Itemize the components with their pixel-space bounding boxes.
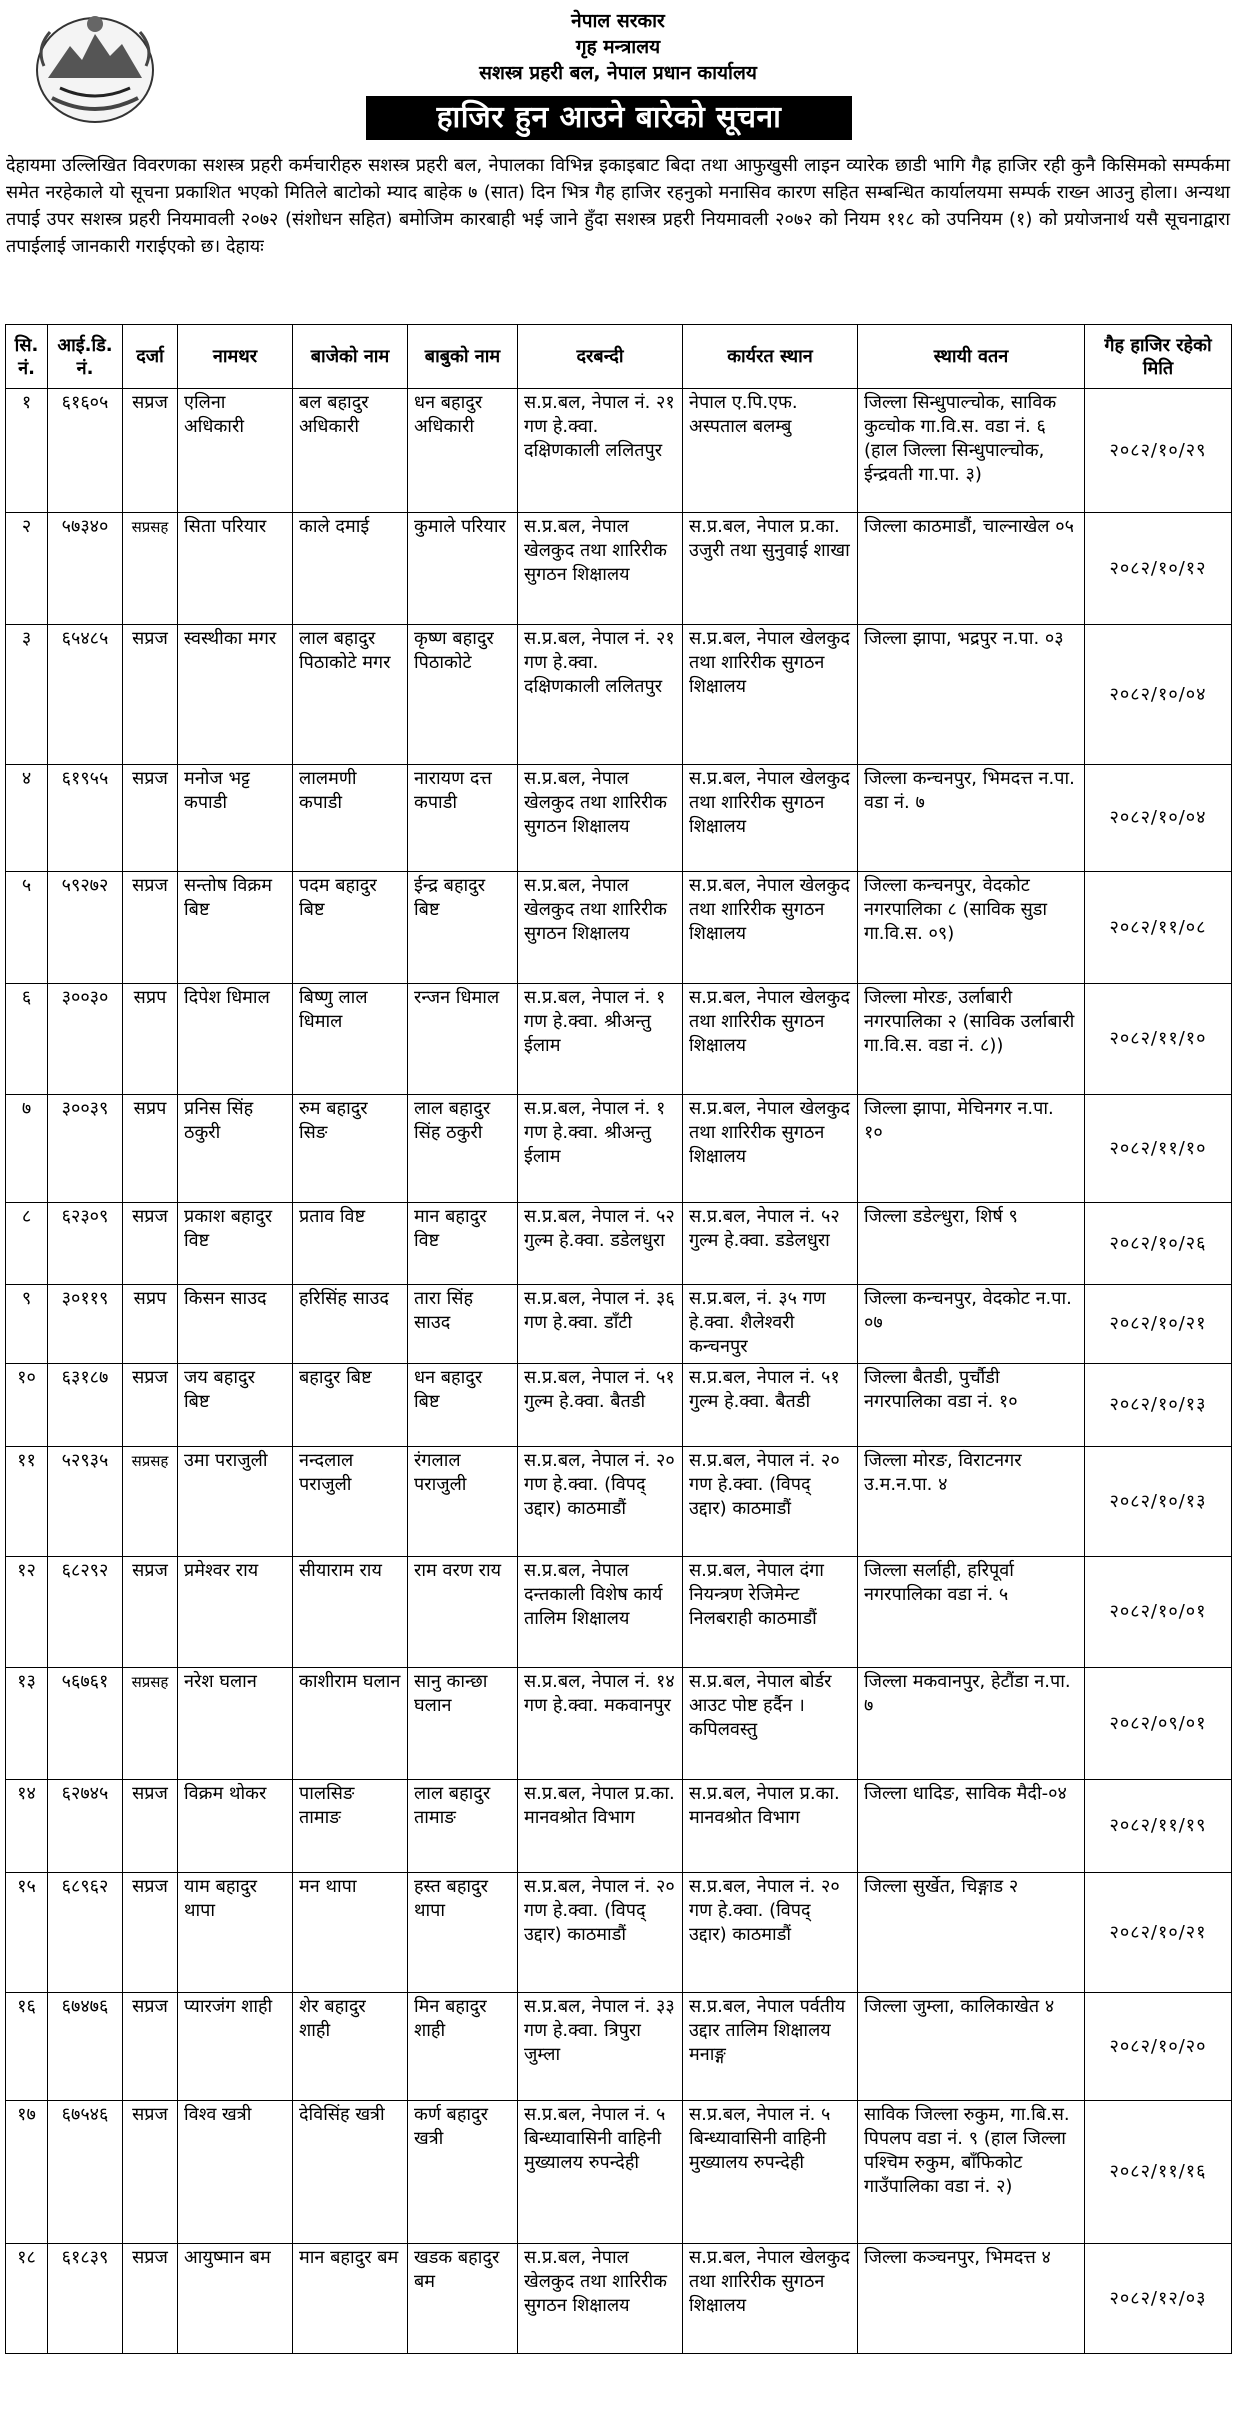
cell-post: स.प्र.बल, नेपाल नं. ५ बिन्ध्यावासिनी वाहिनी मुख्यालय रुपन्देही [518,2101,683,2244]
column-header: आई.डि. नं. [48,325,123,389]
cell-workplace: स.प्र.बल, नेपाल खेलकुद तथा शारिरीक सुगठन शिक्षालय [683,872,858,984]
cell-rank: सप्रज [123,2244,178,2354]
cell-workplace: स.प्र.बल, नेपाल खेलकुद तथा शारिरीक सुगठन शिक्षालय [683,1095,858,1203]
cell-date: २०८२/१०/२० [1085,1993,1232,2101]
cell-name: मनोज भट्ट कपाडी [178,765,293,872]
cell-name: उमा पराजुली [178,1447,293,1557]
cell-sn: ३ [6,625,48,765]
cell-name: किसन साउद [178,1285,293,1364]
cell-id: ६१९५५ [48,765,123,872]
cell-grandfather: देविसिंह खत्री [293,2101,408,2244]
cell-father: धन बहादुर बिष्ट [408,1364,518,1447]
cell-grandfather: बहादुर बिष्ट [293,1364,408,1447]
cell-workplace: स.प्र.बल, नेपाल प्र.का. उजुरी तथा सुनुवाई शाखा [683,513,858,625]
cell-grandfather: काशीराम घलान [293,1668,408,1780]
cell-workplace: स.प्र.बल, नेपाल नं. ५१ गुल्म हे.क्वा. बैतडी [683,1364,858,1447]
cell-id: ५२९३५ [48,1447,123,1557]
cell-name: नरेश घलान [178,1668,293,1780]
table-row [6,1447,1232,1557]
cell-id: ५६७६१ [48,1668,123,1780]
cell-post: स.प्र.बल, नेपाल नं. २१ गण हे.क्वा. दक्षिणकाली ललितपुर [518,389,683,513]
cell-workplace: स.प्र.बल, नेपाल बोर्डर आउट पोष्ट हर्दैन । कपिलवस्तु [683,1668,858,1780]
cell-workplace: स.प्र.बल, नेपाल नं. ५२ गुल्म हे.क्वा. डडेलधुरा [683,1203,858,1285]
cell-address: जिल्ला झापा, भद्रपुर न.पा. ०३ [858,625,1085,765]
cell-address: जिल्ला कन्चनपुर, वेदकोट न.पा. ०७ [858,1285,1085,1364]
cell-address: जिल्ला कन्चनपुर, भिमदत्त न.पा. वडा नं. ७ [858,765,1085,872]
table-row [6,1285,1232,1364]
cell-id: ६१६०५ [48,389,123,513]
table-row [6,1873,1232,1993]
table-row [6,2244,1232,2354]
cell-name: प्रमेश्वर राय [178,1557,293,1668]
document-header [0,0,1236,140]
cell-address: जिल्ला सिन्धुपाल्चोक, साविक कुव्चोक गा.वि.स. वडा नं. ६ (हाल जिल्ला सिन्धुपाल्चोक, ईन्द्रवती गा.पा. ३) [858,389,1085,513]
cell-rank: सप्रप [123,984,178,1095]
cell-grandfather: नन्दलाल पराजुली [293,1447,408,1557]
cell-address: जिल्ला काठमाडौं, चाल्नाखेल ०५ [858,513,1085,625]
cell-post: स.प्र.बल, नेपाल खेलकुद तथा शारिरीक सुगठन शिक्षालय [518,765,683,872]
cell-rank: सप्रज [123,872,178,984]
cell-address: जिल्ला कन्चनपुर, वेदकोट नगरपालिका ८ (साविक सुडा गा.वि.स. ०९) [858,872,1085,984]
cell-name: सन्तोष विक्रम बिष्ट [178,872,293,984]
cell-workplace: नेपाल ए.पि.एफ. अस्पताल बलम्बु [683,389,858,513]
cell-id: ३००३९ [48,1095,123,1203]
cell-date: २०८२/१०/१३ [1085,1447,1232,1557]
cell-workplace: स.प्र.बल, नेपाल नं. ५ बिन्ध्यावासिनी वाहिनी मुख्यालय रुपन्देही [683,2101,858,2244]
cell-post: स.प्र.बल, नेपाल नं. ५२ गुल्म हे.क्वा. डडेलधुरा [518,1203,683,1285]
cell-id: ५९२७२ [48,872,123,984]
cell-name: याम बहादुर थापा [178,1873,293,1993]
cell-rank: सप्रज [123,1993,178,2101]
cell-post: स.प्र.बल, नेपाल खेलकुद तथा शारिरीक सुगठन शिक्षालय [518,513,683,625]
cell-father: हस्त बहादुर थापा [408,1873,518,1993]
cell-father: ईन्द्र बहादुर बिष्ट [408,872,518,984]
table-row [6,513,1232,625]
cell-name: विश्व खत्री [178,2101,293,2244]
cell-post: स.प्र.बल, नेपाल नं. १ गण हे.क्वा. श्रीअन्तु ईलाम [518,1095,683,1203]
column-header: स्थायी वतन [858,325,1085,389]
cell-rank: सप्रज [123,1203,178,1285]
table-row [6,389,1232,513]
cell-workplace: स.प्र.बल, नेपाल खेलकुद तथा शारिरीक सुगठन शिक्षालय [683,625,858,765]
cell-address: जिल्ला धादिङ, साविक मैदी-०४ [858,1780,1085,1873]
cell-id: ५७३४० [48,513,123,625]
cell-date: २०८२/०९/०१ [1085,1668,1232,1780]
table-row [6,2101,1232,2244]
header-government: नेपाल सरकार [571,10,665,32]
cell-grandfather: सीयाराम राय [293,1557,408,1668]
column-header: दरबन्दी [518,325,683,389]
cell-rank: सप्रज [123,1364,178,1447]
cell-date: २०८२/११/०८ [1085,872,1232,984]
cell-sn: १४ [6,1780,48,1873]
cell-id: ३०११९ [48,1285,123,1364]
cell-name: एलिना अधिकारी [178,389,293,513]
cell-address: साविक जिल्ला रुकुम, गा.बि.स. पिपलप वडा नं. ९ (हाल जिल्ला पश्चिम रुकुम, बाँफिकोट गाउँपालिका वडा नं. २) [858,2101,1085,2244]
notice-title: हाजिर हुन आउने बारेको सूचना [366,96,852,140]
cell-sn: १७ [6,2101,48,2244]
cell-rank: सप्रप [123,1285,178,1364]
cell-date: २०८२/१०/२९ [1085,389,1232,513]
cell-grandfather: हरिसिंह साउद [293,1285,408,1364]
cell-father: धन बहादुर अधिकारी [408,389,518,513]
cell-grandfather: काले दमाई [293,513,408,625]
cell-post: स.प्र.बल, नेपाल नं. १४ गण हे.क्वा. मकवानपुर [518,1668,683,1780]
cell-sn: १० [6,1364,48,1447]
cell-sn: ८ [6,1203,48,1285]
cell-grandfather: बिष्णु लाल धिमाल [293,984,408,1095]
cell-address: जिल्ला सर्लाही, हरिपूर्वा नगरपालिका वडा नं. ५ [858,1557,1085,1668]
cell-sn: ७ [6,1095,48,1203]
cell-date: २०८२/१०/०४ [1085,625,1232,765]
cell-father: मिन बहादुर शाही [408,1993,518,2101]
cell-name: प्रकाश बहादुर विष्ट [178,1203,293,1285]
cell-father: लाल बहादुर तामाङ [408,1780,518,1873]
cell-father: नारायण दत्त कपाडी [408,765,518,872]
cell-father: रंगलाल पराजुली [408,1447,518,1557]
cell-grandfather: शेर बहादुर शाही [293,1993,408,2101]
column-header: बाबुको नाम [408,325,518,389]
cell-rank: सप्रज [123,2101,178,2244]
cell-address: जिल्ला जुम्ला, कालिकाखेत ४ [858,1993,1085,2101]
cell-workplace: स.प्र.बल, नेपाल खेलकुद तथा शारिरीक सुगठन शिक्षालय [683,984,858,1095]
cell-name: प्रनिस सिंह ठकुरी [178,1095,293,1203]
cell-father: राम वरण राय [408,1557,518,1668]
cell-address: जिल्ला मकवानपुर, हेटौंडा न.पा. ७ [858,1668,1085,1780]
cell-id: ६५४८५ [48,625,123,765]
cell-post: स.प्र.बल, नेपाल नं. २० गण हे.क्वा. (विपद् उद्दार) काठमाडौं [518,1447,683,1557]
table-row [6,872,1232,984]
cell-rank: सप्रसह [123,513,178,625]
cell-date: २०८२/१०/०४ [1085,765,1232,872]
cell-address: जिल्ला मोरङ, उर्लाबारी नगरपालिका २ (साविक उर्लाबारी गा.वि.स. वडा नं. ८)) [858,984,1085,1095]
cell-grandfather: बल बहादुर अधिकारी [293,389,408,513]
cell-date: २०८२/१०/२१ [1085,1285,1232,1364]
cell-name: प्यारजंग शाही [178,1993,293,2101]
cell-workplace: स.प्र.बल, नेपाल पर्वतीय उद्दार तालिम शिक्षालय मनाङ्ग [683,1993,858,2101]
cell-sn: १२ [6,1557,48,1668]
header-lines [0,8,1236,86]
cell-post: स.प्र.बल, नेपाल नं. २० गण हे.क्वा. (विपद् उद्दार) काठमाडौं [518,1873,683,1993]
cell-id: ६२७४५ [48,1780,123,1873]
header-ministry: गृह मन्त्रालय [575,36,661,58]
cell-rank: सप्रज [123,1873,178,1993]
cell-id: ६७४७६ [48,1993,123,2101]
cell-rank: सप्रज [123,389,178,513]
cell-grandfather: प्रताव विष्ट [293,1203,408,1285]
cell-workplace: स.प्र.बल, नेपाल प्र.का. मानवश्रोत विभाग [683,1780,858,1873]
cell-sn: १ [6,389,48,513]
cell-id: ६७५४६ [48,2101,123,2244]
cell-address: जिल्ला सुर्खेत, चिङ्गाड २ [858,1873,1085,1993]
cell-father: तारा सिंह साउद [408,1285,518,1364]
column-header: कार्यरत स्थान [683,325,858,389]
cell-grandfather: मन थापा [293,1873,408,1993]
cell-date: २०८२/१२/०३ [1085,2244,1232,2354]
cell-name: जय बहादुर बिष्ट [178,1364,293,1447]
table-row [6,1095,1232,1203]
cell-sn: ५ [6,872,48,984]
cell-name: विक्रम थोकर [178,1780,293,1873]
cell-date: २०८२/११/१९ [1085,1780,1232,1873]
cell-date: २०८२/११/१० [1085,984,1232,1095]
cell-name: दिपेश धिमाल [178,984,293,1095]
personnel-table [5,324,1232,2354]
cell-id: ६१८३९ [48,2244,123,2354]
cell-name: सिता परियार [178,513,293,625]
cell-father: रन्जन धिमाल [408,984,518,1095]
cell-father: खडक बहादुर बम [408,2244,518,2354]
column-header: सि. नं. [6,325,48,389]
cell-sn: ४ [6,765,48,872]
cell-post: स.प्र.बल, नेपाल नं. १ गण हे.क्वा. श्रीअन्तु ईलाम [518,984,683,1095]
cell-rank: सप्रज [123,765,178,872]
table-row [6,1668,1232,1780]
cell-rank: सप्रज [123,1557,178,1668]
cell-address: जिल्ला डडेल्धुरा, शिर्ष ९ [858,1203,1085,1285]
cell-date: २०८२/१०/०१ [1085,1557,1232,1668]
cell-grandfather: पालसिङ तामाङ [293,1780,408,1873]
cell-date: २०८२/१०/२६ [1085,1203,1232,1285]
cell-father: कर्ण बहादुर खत्री [408,2101,518,2244]
cell-sn: १५ [6,1873,48,1993]
table-row [6,984,1232,1095]
table-row [6,1364,1232,1447]
cell-father: सानु कान्छा घलान [408,1668,518,1780]
cell-grandfather: मान बहादुर बम [293,2244,408,2354]
cell-sn: २ [6,513,48,625]
cell-workplace: स.प्र.बल, नेपाल नं. २० गण हे.क्वा. (विपद् उद्दार) काठमाडौं [683,1873,858,1993]
cell-address: जिल्ला बैतडी, पुर्चौडी नगरपालिका वडा नं. १० [858,1364,1085,1447]
cell-name: आयुष्मान बम [178,2244,293,2354]
cell-rank: सप्रप [123,1095,178,1203]
cell-address: जिल्ला कञ्चनपुर, भिमदत्त ४ [858,2244,1085,2354]
cell-name: स्वस्थीका मगर [178,625,293,765]
cell-sn: १३ [6,1668,48,1780]
cell-date: २०८२/११/१६ [1085,2101,1232,2244]
cell-rank: सप्रज [123,625,178,765]
cell-id: ६२३०९ [48,1203,123,1285]
column-header: बाजेको नाम [293,325,408,389]
cell-date: २०८२/१०/२१ [1085,1873,1232,1993]
cell-workplace: स.प्र.बल, नं. ३५ गण हे.क्वा. शैलेश्वरी कन्चनपुर [683,1285,858,1364]
cell-address: जिल्ला झापा, मेचिनगर न.पा. १० [858,1095,1085,1203]
cell-grandfather: लाल बहादुर पिठाकोटे मगर [293,625,408,765]
cell-father: लाल बहादुर सिंह ठकुरी [408,1095,518,1203]
column-header: गैह हाजिर रहेको मिति [1085,325,1232,389]
cell-father: कृष्ण बहादुर पिठाकोटे [408,625,518,765]
cell-id: ६८९६२ [48,1873,123,1993]
cell-post: स.प्र.बल, नेपाल प्र.का. मानवश्रोत विभाग [518,1780,683,1873]
cell-id: ३००३० [48,984,123,1095]
cell-grandfather: पदम बहादुर बिष्ट [293,872,408,984]
cell-sn: ११ [6,1447,48,1557]
cell-id: ६३१८७ [48,1364,123,1447]
table-row [6,625,1232,765]
cell-date: २०८२/११/१० [1085,1095,1232,1203]
cell-sn: १६ [6,1993,48,2101]
cell-workplace: स.प्र.बल, नेपाल खेलकुद तथा शारिरीक सुगठन शिक्षालय [683,765,858,872]
cell-rank: सप्रसह [123,1668,178,1780]
intro-paragraph: देहायमा उल्लिखित विवरणका सशस्त्र प्रहरी कर्मचारीहरु सशस्त्र प्रहरी बल, नेपालका विभिन्न इकाइबाट बिदा तथा आफुखुसी लाइन व्यारेक छाडी भागि गैह्र हाजिर रही कुनै किसिमको सम्पर्कमा समेत नरहेकाले यो सूचना प्रकाशित भएको मितिले बाटोको म्याद बाहेक ७ (सात) दिन भित्र गैह हाजिर रहनुको मनासिव कारण सहित सम्बन्धित कार्यालयमा सम्पर्क राख्न आउनु होला। अन्यथा तपाई उपर सशस्त्र प्रहरी नियमावली २०७२ (संशोधन सहित) बमोजिम कारबाही भई जाने हुँदा सशस्त्र प्रहरी नियमावली २०७२ को नियम ११८ को उपनियम (१) को प्रयोजनार्थ यसै सूचनाद्वारा तपाईलाई जानकारी गराईएको छ। देहायः [6,155,1230,257]
cell-date: २०८२/१०/१३ [1085,1364,1232,1447]
cell-workplace: स.प्र.बल, नेपाल खेलकुद तथा शारिरीक सुगठन शिक्षालय [683,2244,858,2354]
cell-post: स.प्र.बल, नेपाल खेलकुद तथा शारिरीक सुगठन शिक्षालय [518,2244,683,2354]
cell-id: ६८२९२ [48,1557,123,1668]
cell-rank: सप्रसह [123,1447,178,1557]
cell-father: कुमाले परियार [408,513,518,625]
cell-sn: १८ [6,2244,48,2354]
table-row [6,765,1232,872]
cell-grandfather: रुम बहादुर सिङ [293,1095,408,1203]
cell-post: स.प्र.बल, नेपाल खेलकुद तथा शारिरीक सुगठन शिक्षालय [518,872,683,984]
cell-post: स.प्र.बल, नेपाल दन्तकाली विशेष कार्य तालिम शिक्षालय [518,1557,683,1668]
cell-post: स.प्र.बल, नेपाल नं. ३६ गण हे.क्वा. डाँटी [518,1285,683,1364]
cell-workplace: स.प्र.बल, नेपाल दंगा नियन्त्रण रेजिमेन्ट निलबराही काठमाडौं [683,1557,858,1668]
cell-post: स.प्र.बल, नेपाल नं. २१ गण हे.क्वा. दक्षिणकाली ललितपुर [518,625,683,765]
table-row [6,1780,1232,1873]
cell-father: मान बहादुर विष्ट [408,1203,518,1285]
column-header: दर्जा [123,325,178,389]
table-header-row [6,325,1232,389]
table-body [6,389,1232,2354]
cell-rank: सप्रज [123,1780,178,1873]
cell-address: जिल्ला मोरङ, विराटनगर उ.म.न.पा. ४ [858,1447,1085,1557]
cell-workplace: स.प्र.बल, नेपाल नं. २० गण हे.क्वा. (विपद् उद्दार) काठमाडौं [683,1447,858,1557]
cell-date: २०८२/१०/१२ [1085,513,1232,625]
table-row [6,1993,1232,2101]
column-header: नामथर [178,325,293,389]
cell-post: स.प्र.बल, नेपाल नं. ५१ गुल्म हे.क्वा. बैतडी [518,1364,683,1447]
header-office: सशस्त्र प्रहरी बल, नेपाल प्रधान कार्यालय [479,62,757,84]
cell-sn: ६ [6,984,48,1095]
cell-grandfather: लालमणी कपाडी [293,765,408,872]
cell-sn: ९ [6,1285,48,1364]
table-row [6,1203,1232,1285]
cell-post: स.प्र.बल, नेपाल नं. ३३ गण हे.क्वा. त्रिपुरा जुम्ला [518,1993,683,2101]
table-row [6,1557,1232,1668]
